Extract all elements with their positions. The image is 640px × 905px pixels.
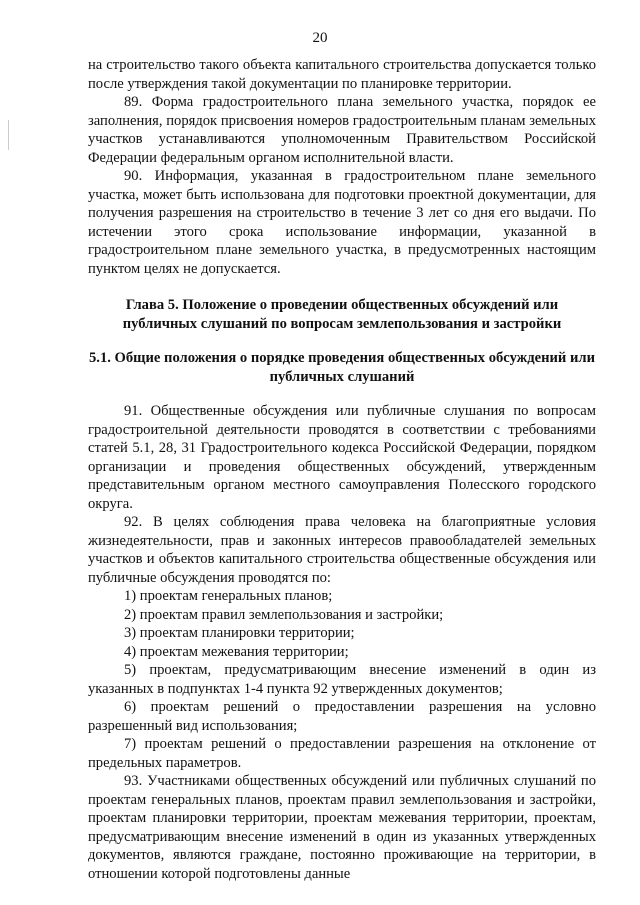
list-item: 2) проектам правил землепользования и застройки; [124,606,444,623]
list [88,587,596,772]
list-item: 3) проектам планировки территории; [124,625,355,641]
list-item: 6) проектам решений о предоставлении разрешения на условно разрешенный вид использования; [88,699,596,734]
page-number: 20 [312,30,328,46]
paragraph-continuation: на строительство такого объекта капитального строительства допускается только после утверждения такой документации по планировке территории. [88,57,596,92]
chapter-heading: Глава 5. Положение о проведении общественных обсуждений или публичных слушаний по вопросам землепользования и застройки [122,297,562,332]
list-item: 5) проектам, предусматривающим внесение изменений в один из указанных в подпунктах 1-4 пункта 92 утвержденных документов; [88,662,596,697]
list-item: 4) проектам межевания территории; [124,643,349,660]
paragraph-93: 93. Участниками общественных обсуждений или публичных слушаний по проектам генеральных планов, проектам правил землепользования и застройки, проектам планировки территории, проектам межевания территории, проектам, предусматривающим внесение изменений в один из указанных утвержденных документов, являются граждане, постоянно проживающие на территории, в отношении которой подготовлены данные [88,773,596,882]
section-heading: 5.1. Общие положения о порядке проведения общественных обсуждений или публичных слушаний [89,350,595,385]
paragraph-89: 89. Форма градостроительного плана земельного участка, порядок ее заполнения, порядок присвоения номеров градостроительным планам земельных участков устанавливаются уполномоченным Правительством Российской Федерации федеральным органом исполнительной власти. [88,94,596,166]
paragraph-92: 92. В целях соблюдения права человека на благоприятные условия жизнедеятельности, прав и законных интересов правообладателей земельных участков и объектов капитального строительства общественные обсуждения или публичные обсуждения проводятся по: [88,514,596,586]
paragraph-90: 90. Информация, указанная в градостроительном плане земельного участка, может быть использована для подготовки проектной документации, для получения разрешения на строительство в течение 3 лет со дня его выдачи. По истечении этого срока использование информации, указанной в градостроительном плане земельного участка, в предусмотренных настоящим пунктом целях не допускается. [88,168,596,277]
list-item: 7) проектам решений о предоставлении разрешения на отклонение от предельных параметров. [88,736,596,771]
paragraph-91: 91. Общественные обсуждения или публичные слушания по вопросам градостроительной деятельности проводятся в соответствии с требованиями статей 5.1, 28, 31 Градостроительного кодекса Российской Федерации, порядком организации и проведения общественных обсуждений, утвержденным представительным органом местного самоуправления Полесского городского округа. [88,403,596,512]
list-item: 1) проектам генеральных планов; [124,588,333,604]
document-body [88,56,596,883]
scan-margin-mark [8,120,9,150]
